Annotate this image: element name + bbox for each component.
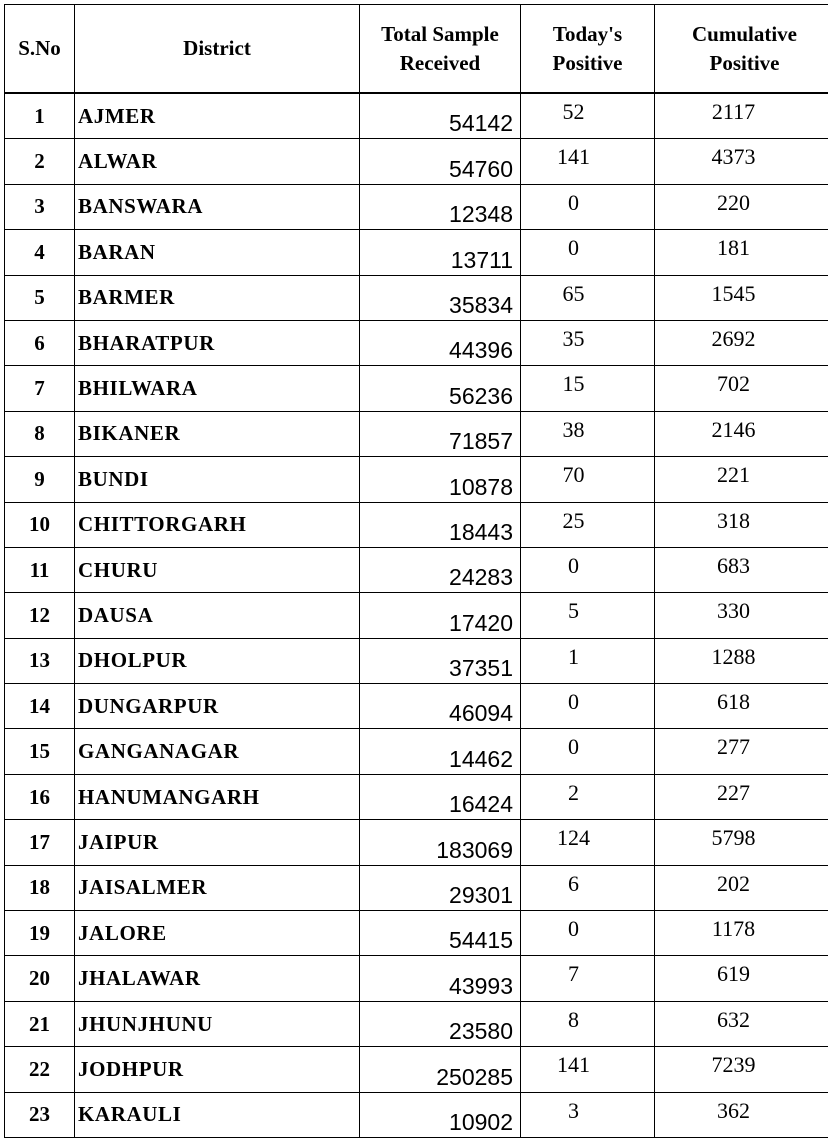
total-sample-cell: 14462	[360, 729, 521, 774]
cumulative-positive-cell: 220	[655, 184, 828, 229]
district-cell: JAISALMER	[75, 865, 360, 910]
cumulative-positive-cell: 618	[655, 684, 828, 729]
todays-positive-cell: 0	[521, 184, 655, 229]
cumulative-positive-cell: 4373	[655, 139, 828, 184]
sno-cell: 18	[5, 865, 75, 910]
sno-cell: 6	[5, 320, 75, 365]
sno-cell: 4	[5, 230, 75, 275]
district-cell: BIKANER	[75, 411, 360, 456]
header-total-line1: Total Sample	[381, 22, 499, 46]
header-today-line2: Positive	[553, 51, 623, 75]
total-sample-cell: 35834	[360, 275, 521, 320]
total-sample-cell: 54142	[360, 93, 521, 139]
district-cell: BARAN	[75, 230, 360, 275]
sno-cell: 17	[5, 820, 75, 865]
total-sample-cell: 250285	[360, 1047, 521, 1092]
header-cum-line1: Cumulative	[692, 22, 797, 46]
todays-positive-cell: 7	[521, 956, 655, 1001]
sno-cell: 10	[5, 502, 75, 547]
total-sample-cell: 29301	[360, 865, 521, 910]
total-sample-cell: 44396	[360, 320, 521, 365]
todays-positive-cell: 8	[521, 1001, 655, 1046]
todays-positive-cell: 25	[521, 502, 655, 547]
total-sample-cell: 17420	[360, 593, 521, 638]
cumulative-positive-cell: 1545	[655, 275, 828, 320]
total-sample-cell: 18443	[360, 502, 521, 547]
todays-positive-cell: 3	[521, 1092, 655, 1137]
todays-positive-cell: 38	[521, 411, 655, 456]
sno-cell: 12	[5, 593, 75, 638]
cumulative-positive-cell: 2692	[655, 320, 828, 365]
table-row	[5, 593, 828, 638]
todays-positive-cell: 0	[521, 911, 655, 956]
district-cell: BARMER	[75, 275, 360, 320]
district-cell: HANUMANGARH	[75, 774, 360, 819]
sno-cell: 8	[5, 411, 75, 456]
total-sample-cell: 56236	[360, 366, 521, 411]
sno-cell: 20	[5, 956, 75, 1001]
todays-positive-cell: 141	[521, 1047, 655, 1092]
header-sno-label: S.No	[18, 36, 61, 60]
cumulative-positive-cell: 227	[655, 774, 828, 819]
table-row	[5, 184, 828, 229]
table-row	[5, 320, 828, 365]
todays-positive-cell: 0	[521, 230, 655, 275]
district-cell: JAIPUR	[75, 820, 360, 865]
todays-positive-cell: 5	[521, 593, 655, 638]
district-cell: KARAULI	[75, 1092, 360, 1137]
district-cell: BHILWARA	[75, 366, 360, 411]
todays-positive-cell: 1	[521, 638, 655, 683]
todays-positive-cell: 0	[521, 729, 655, 774]
total-sample-cell: 10902	[360, 1092, 521, 1137]
district-cell: DAUSA	[75, 593, 360, 638]
district-cell: GANGANAGAR	[75, 729, 360, 774]
cumulative-positive-cell: 632	[655, 1001, 828, 1046]
sno-cell: 19	[5, 911, 75, 956]
table-row	[5, 411, 828, 456]
todays-positive-cell: 52	[521, 93, 655, 139]
sno-cell: 22	[5, 1047, 75, 1092]
header-sno	[5, 5, 75, 94]
sno-cell: 9	[5, 457, 75, 502]
sno-cell: 1	[5, 93, 75, 139]
cumulative-positive-cell: 221	[655, 457, 828, 502]
table-row	[5, 820, 828, 865]
sno-cell: 5	[5, 275, 75, 320]
table-row	[5, 1047, 828, 1092]
table-row	[5, 93, 828, 139]
table-row	[5, 911, 828, 956]
todays-positive-cell: 2	[521, 774, 655, 819]
district-cell: JODHPUR	[75, 1047, 360, 1092]
cumulative-positive-cell: 362	[655, 1092, 828, 1137]
todays-positive-cell: 65	[521, 275, 655, 320]
cumulative-positive-cell: 2117	[655, 93, 828, 139]
sno-cell: 21	[5, 1001, 75, 1046]
header-cum-line2: Positive	[710, 51, 780, 75]
table-row	[5, 638, 828, 683]
table-row	[5, 502, 828, 547]
todays-positive-cell: 0	[521, 547, 655, 592]
header-row	[5, 5, 828, 94]
district-cell: CHITTORGARH	[75, 502, 360, 547]
sno-cell: 23	[5, 1092, 75, 1137]
total-sample-cell: 24283	[360, 547, 521, 592]
cumulative-positive-cell: 619	[655, 956, 828, 1001]
total-sample-cell: 37351	[360, 638, 521, 683]
header-cumulative-positive	[655, 5, 828, 94]
district-cell: JHALAWAR	[75, 956, 360, 1001]
table-row	[5, 684, 828, 729]
todays-positive-cell: 141	[521, 139, 655, 184]
header-total-sample	[360, 5, 521, 94]
district-cell: ALWAR	[75, 139, 360, 184]
sno-cell: 11	[5, 547, 75, 592]
total-sample-cell: 183069	[360, 820, 521, 865]
district-cell: JALORE	[75, 911, 360, 956]
table-row	[5, 865, 828, 910]
sno-cell: 2	[5, 139, 75, 184]
header-district	[75, 5, 360, 94]
cumulative-positive-cell: 318	[655, 502, 828, 547]
cumulative-positive-cell: 330	[655, 593, 828, 638]
district-covid-table	[4, 4, 828, 1138]
sno-cell: 15	[5, 729, 75, 774]
table-row	[5, 275, 828, 320]
sno-cell: 13	[5, 638, 75, 683]
table-row	[5, 729, 828, 774]
district-cell: BUNDI	[75, 457, 360, 502]
cumulative-positive-cell: 2146	[655, 411, 828, 456]
district-cell: JHUNJHUNU	[75, 1001, 360, 1046]
sno-cell: 16	[5, 774, 75, 819]
todays-positive-cell: 35	[521, 320, 655, 365]
table-row	[5, 774, 828, 819]
header-total-line2: Received	[400, 51, 480, 75]
sno-cell: 7	[5, 366, 75, 411]
table-header	[5, 5, 828, 94]
cumulative-positive-cell: 5798	[655, 820, 828, 865]
sno-cell: 3	[5, 184, 75, 229]
total-sample-cell: 54760	[360, 139, 521, 184]
todays-positive-cell: 15	[521, 366, 655, 411]
cumulative-positive-cell: 1288	[655, 638, 828, 683]
todays-positive-cell: 6	[521, 865, 655, 910]
table-row	[5, 366, 828, 411]
cumulative-positive-cell: 7239	[655, 1047, 828, 1092]
todays-positive-cell: 70	[521, 457, 655, 502]
header-today-line1: Today's	[553, 22, 622, 46]
total-sample-cell: 16424	[360, 774, 521, 819]
total-sample-cell: 71857	[360, 411, 521, 456]
header-todays-positive	[521, 5, 655, 94]
cumulative-positive-cell: 181	[655, 230, 828, 275]
table-row	[5, 457, 828, 502]
table-row	[5, 1001, 828, 1046]
total-sample-cell: 13711	[360, 230, 521, 275]
total-sample-cell: 12348	[360, 184, 521, 229]
cumulative-positive-cell: 202	[655, 865, 828, 910]
todays-positive-cell: 0	[521, 684, 655, 729]
table-row	[5, 547, 828, 592]
table-row	[5, 1092, 828, 1137]
table-body	[5, 93, 828, 1137]
total-sample-cell: 54415	[360, 911, 521, 956]
sno-cell: 14	[5, 684, 75, 729]
total-sample-cell: 10878	[360, 457, 521, 502]
todays-positive-cell: 124	[521, 820, 655, 865]
district-cell: BANSWARA	[75, 184, 360, 229]
cumulative-positive-cell: 1178	[655, 911, 828, 956]
district-cell: AJMER	[75, 93, 360, 139]
total-sample-cell: 23580	[360, 1001, 521, 1046]
total-sample-cell: 43993	[360, 956, 521, 1001]
total-sample-cell: 46094	[360, 684, 521, 729]
cumulative-positive-cell: 702	[655, 366, 828, 411]
cumulative-positive-cell: 683	[655, 547, 828, 592]
table-row	[5, 956, 828, 1001]
district-cell: DHOLPUR	[75, 638, 360, 683]
district-cell: DUNGARPUR	[75, 684, 360, 729]
header-district-label: District	[183, 36, 251, 60]
cumulative-positive-cell: 277	[655, 729, 828, 774]
table-row	[5, 139, 828, 184]
table-row	[5, 230, 828, 275]
district-cell: BHARATPUR	[75, 320, 360, 365]
district-cell: CHURU	[75, 547, 360, 592]
